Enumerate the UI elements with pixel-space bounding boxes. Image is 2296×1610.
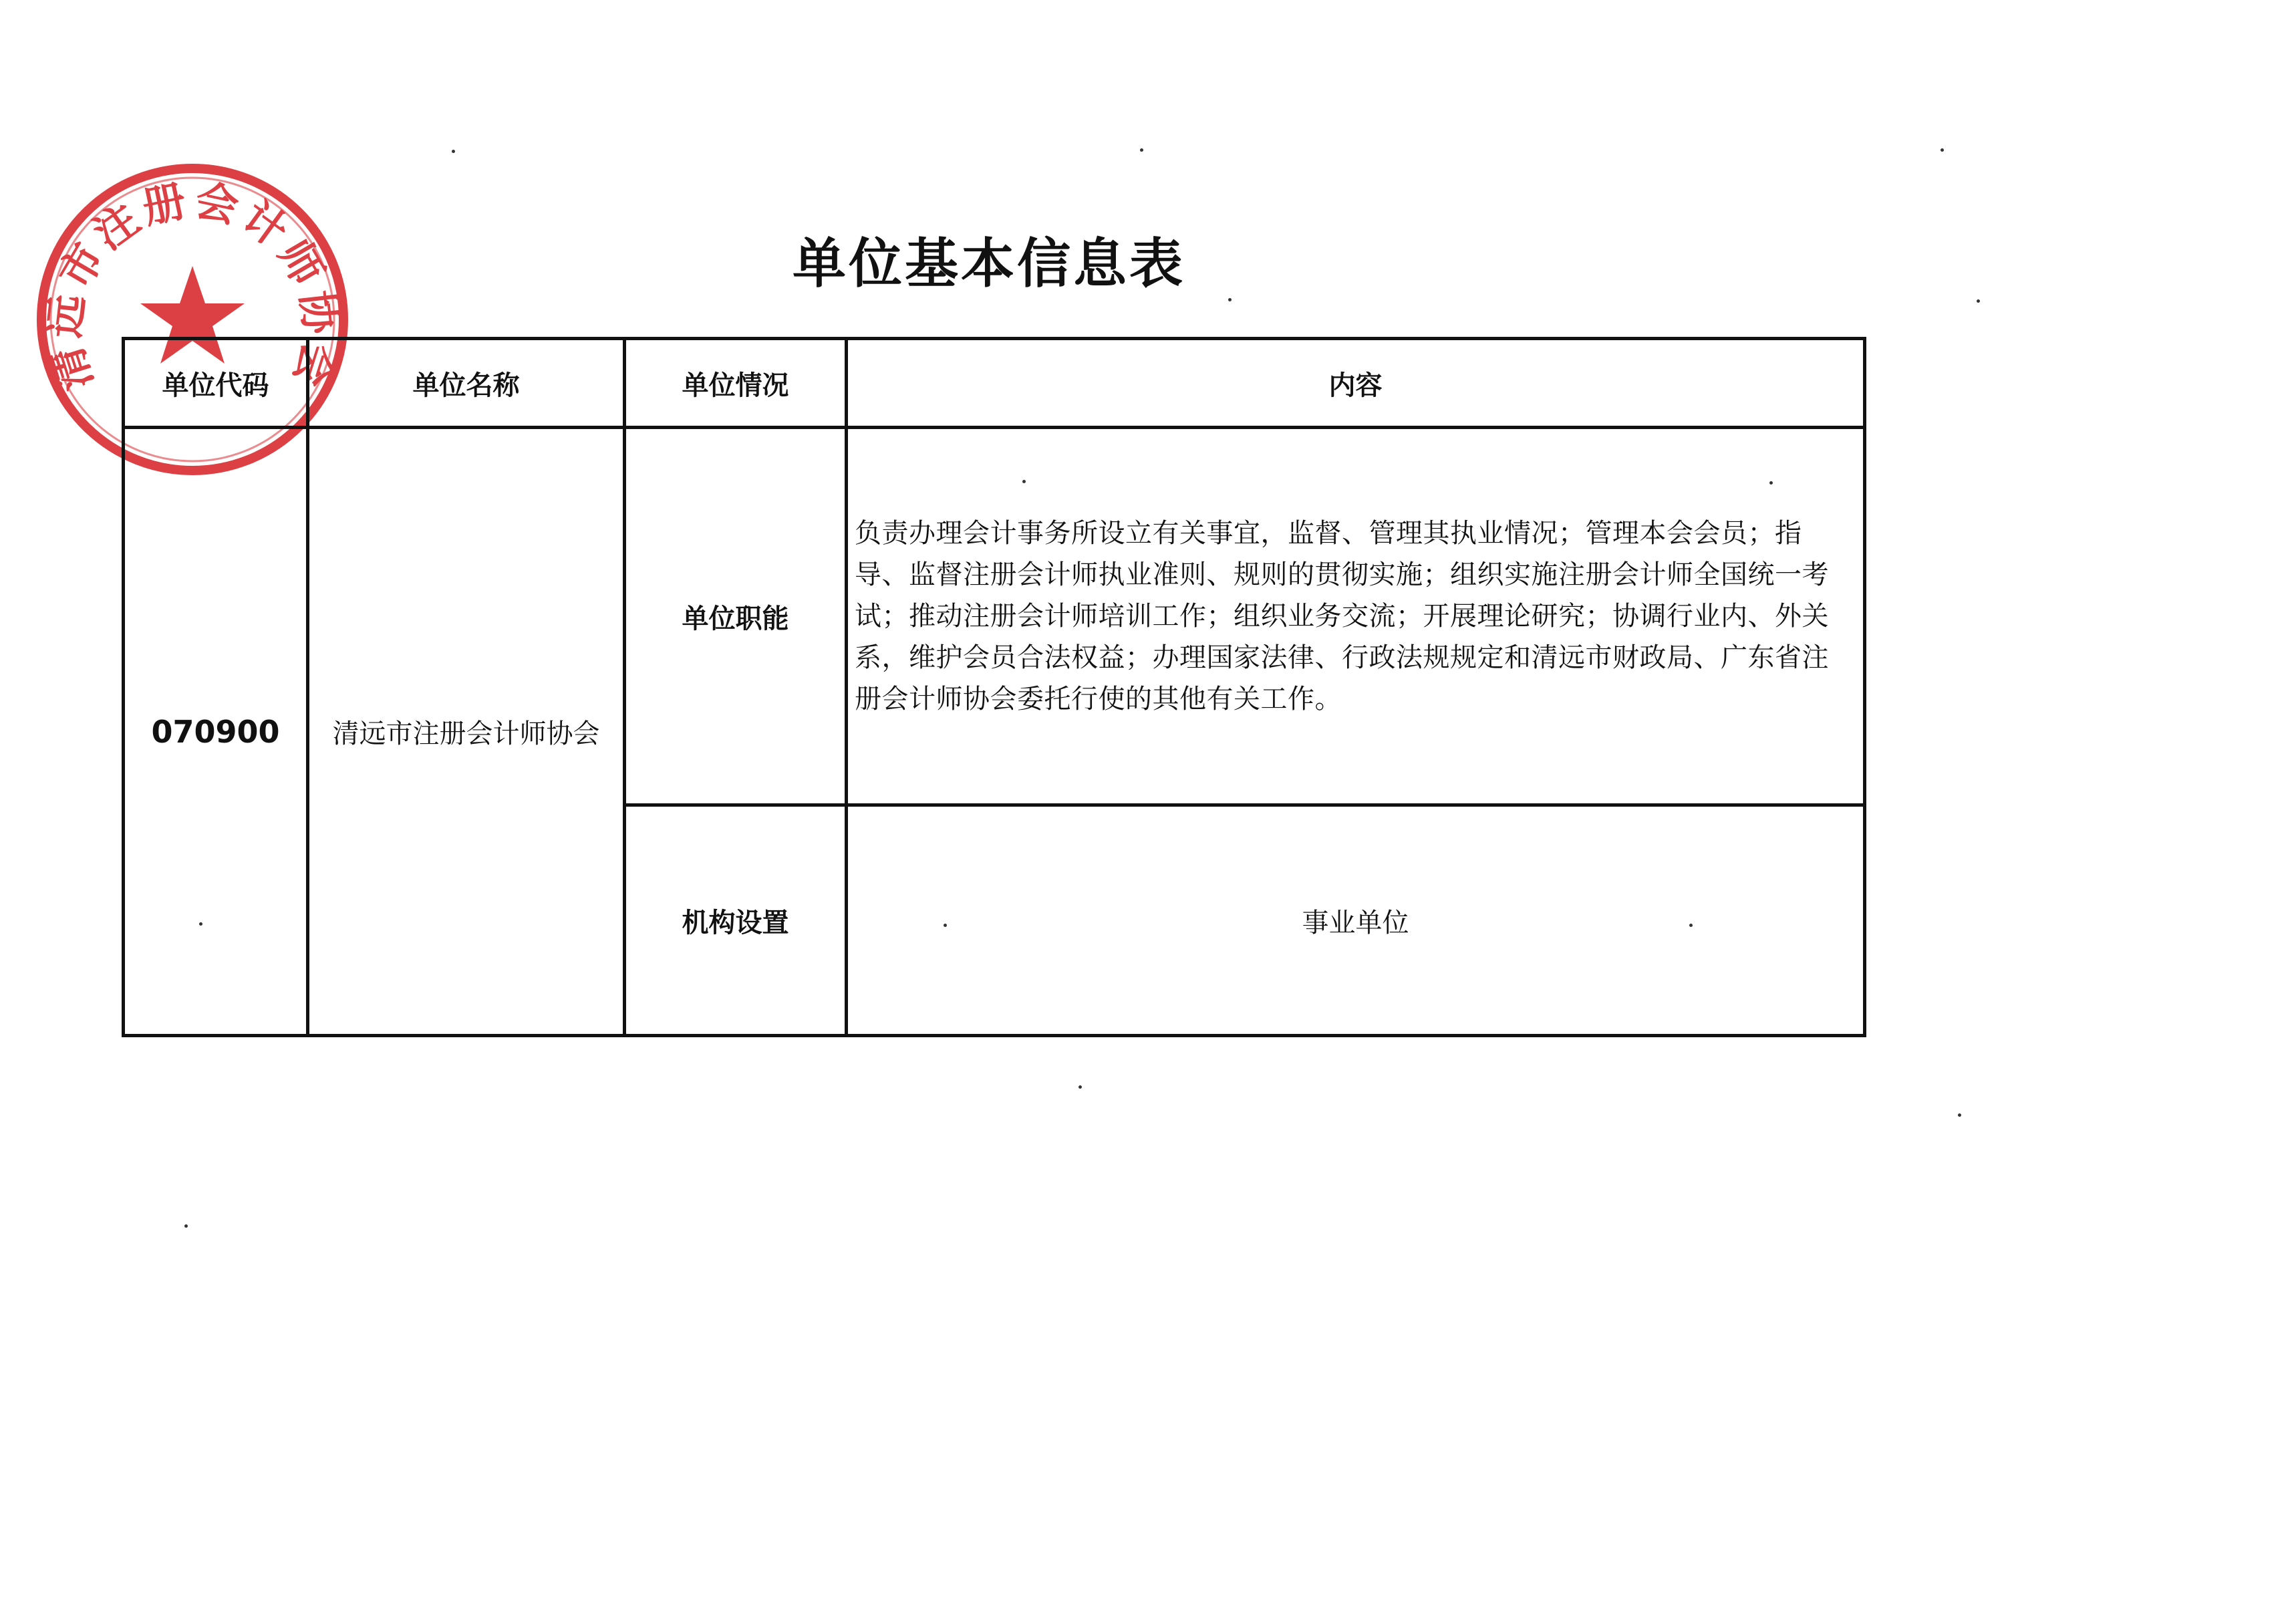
header-unit-code: 单位代码 [124,339,308,428]
scan-speck [1977,299,1980,303]
unit-info-table [122,337,1866,1037]
duties-content: 负责办理会计事务所设立有关事宜，监督、管理其执业情况；管理本会会员；指导、监督注册会计师执业准则、规则的贯彻实施；组织实施注册会计师全国统一考试；推动注册会计师培训工作；组织业务交流；开展理论研究；协调行业内、外关系，维护会员合法权益；办理国家法律、行政法规规定和清远市财政局、广东省注册会计师协会委托行使的其他有关工作。 [847,428,1865,805]
scan-speck [1941,148,1944,152]
scan-speck [1022,480,1026,483]
scan-speck [1689,924,1693,927]
header-unit-name: 单位名称 [308,339,625,428]
svg-text:清远市注册会计师协会: 清远市注册会计师协会 [39,176,345,396]
scan-speck [1769,481,1773,485]
structure-content: 事业单位 [847,805,1865,1036]
scan-speck [1228,298,1232,301]
unit-name-cell: 清远市注册会计师协会 [308,428,625,1036]
header-content: 内容 [847,339,1865,428]
structure-label: 机构设置 [625,805,847,1036]
scan-speck [1958,1113,1961,1117]
scan-speck [452,150,455,153]
scan-speck [1079,1085,1082,1089]
unit-code-cell: 070900 [124,428,308,1036]
scan-speck [944,924,947,927]
scan-speck [184,1224,188,1228]
table-row [124,428,1865,805]
header-unit-situation: 单位情况 [625,339,847,428]
table-header-row [124,339,1865,428]
page-title: 单位基本信息表 [793,233,1185,295]
scan-speck [1140,148,1143,152]
scan-speck [199,922,202,926]
duties-label: 单位职能 [625,428,847,805]
